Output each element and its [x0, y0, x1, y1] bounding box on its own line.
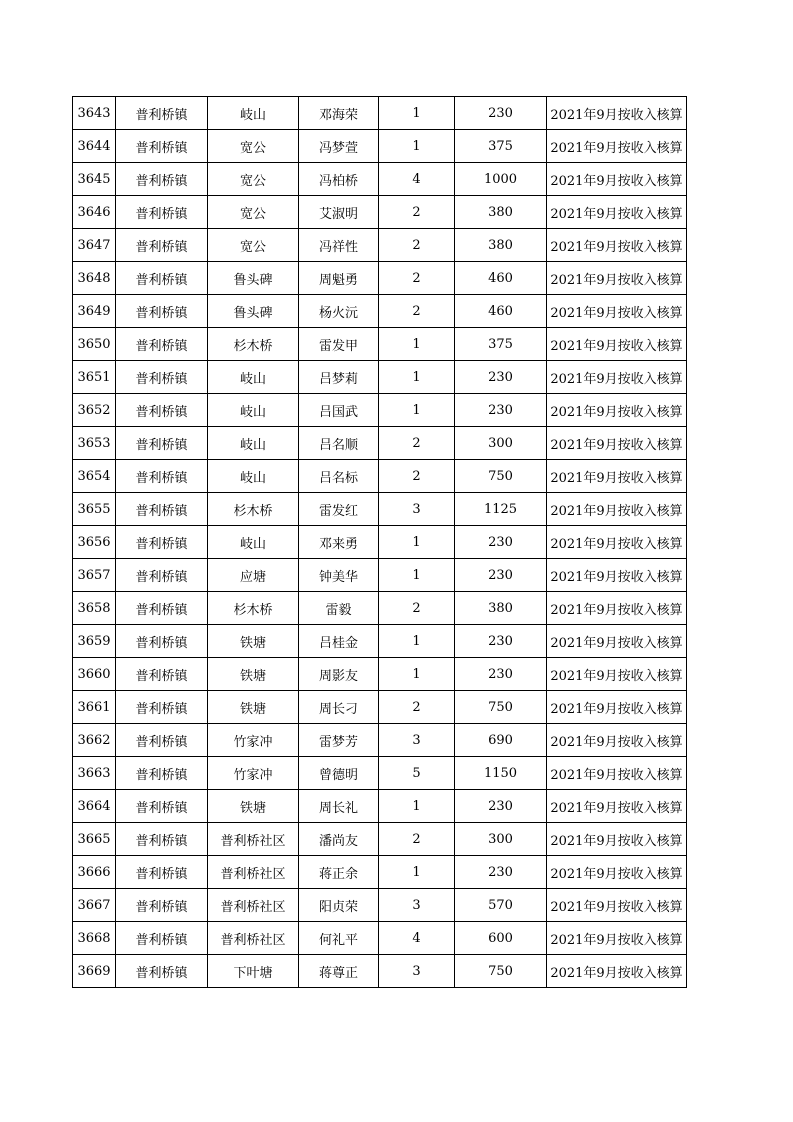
- amount-cell: 1000: [455, 163, 547, 196]
- amount-cell: 750: [455, 460, 547, 493]
- village-cell: 岐山: [208, 394, 299, 427]
- name-cell: 吕桂金: [299, 625, 379, 658]
- village-cell: 杉木桥: [208, 328, 299, 361]
- table-row: [73, 889, 687, 922]
- row-id-cell: 3660: [73, 658, 116, 691]
- table-row: [73, 757, 687, 790]
- amount-cell: 300: [455, 823, 547, 856]
- household-count-cell: 3: [379, 493, 455, 526]
- amount-cell: 600: [455, 922, 547, 955]
- row-id-cell: 3663: [73, 757, 116, 790]
- name-cell: 吕名顺: [299, 427, 379, 460]
- note-cell: 2021年9月按收入核算: [547, 559, 687, 592]
- village-cell: 普利桥社区: [208, 823, 299, 856]
- town-cell: 普利桥镇: [116, 658, 208, 691]
- village-cell: 岐山: [208, 361, 299, 394]
- amount-cell: 230: [455, 559, 547, 592]
- village-cell: 竹家冲: [208, 724, 299, 757]
- note-cell: 2021年9月按收入核算: [547, 163, 687, 196]
- row-id-cell: 3668: [73, 922, 116, 955]
- note-cell: 2021年9月按收入核算: [547, 361, 687, 394]
- village-cell: 岐山: [208, 526, 299, 559]
- amount-cell: 230: [455, 526, 547, 559]
- town-cell: 普利桥镇: [116, 889, 208, 922]
- note-cell: 2021年9月按收入核算: [547, 262, 687, 295]
- note-cell: 2021年9月按收入核算: [547, 691, 687, 724]
- name-cell: 钟美华: [299, 559, 379, 592]
- amount-cell: 690: [455, 724, 547, 757]
- table-row: [73, 823, 687, 856]
- amount-cell: 230: [455, 658, 547, 691]
- household-count-cell: 4: [379, 163, 455, 196]
- table-row: [73, 460, 687, 493]
- row-id-cell: 3643: [73, 97, 116, 130]
- note-cell: 2021年9月按收入核算: [547, 196, 687, 229]
- village-cell: 应塘: [208, 559, 299, 592]
- note-cell: 2021年9月按收入核算: [547, 724, 687, 757]
- row-id-cell: 3661: [73, 691, 116, 724]
- town-cell: 普利桥镇: [116, 526, 208, 559]
- note-cell: 2021年9月按收入核算: [547, 460, 687, 493]
- note-cell: 2021年9月按收入核算: [547, 130, 687, 163]
- household-count-cell: 2: [379, 427, 455, 460]
- name-cell: 蒋尊正: [299, 955, 379, 988]
- note-cell: 2021年9月按收入核算: [547, 658, 687, 691]
- village-cell: 宽公: [208, 196, 299, 229]
- town-cell: 普利桥镇: [116, 130, 208, 163]
- village-cell: 宽公: [208, 163, 299, 196]
- row-id-cell: 3645: [73, 163, 116, 196]
- name-cell: 雷毅: [299, 592, 379, 625]
- name-cell: 阳贞荣: [299, 889, 379, 922]
- name-cell: 邓来勇: [299, 526, 379, 559]
- amount-cell: 460: [455, 295, 547, 328]
- town-cell: 普利桥镇: [116, 196, 208, 229]
- town-cell: 普利桥镇: [116, 823, 208, 856]
- amount-cell: 230: [455, 625, 547, 658]
- name-cell: 曾德明: [299, 757, 379, 790]
- row-id-cell: 3654: [73, 460, 116, 493]
- row-id-cell: 3666: [73, 856, 116, 889]
- town-cell: 普利桥镇: [116, 328, 208, 361]
- household-count-cell: 1: [379, 394, 455, 427]
- name-cell: 周长礼: [299, 790, 379, 823]
- table-row: [73, 691, 687, 724]
- village-cell: 宽公: [208, 130, 299, 163]
- note-cell: 2021年9月按收入核算: [547, 295, 687, 328]
- amount-cell: 230: [455, 394, 547, 427]
- name-cell: 吕名标: [299, 460, 379, 493]
- town-cell: 普利桥镇: [116, 460, 208, 493]
- village-cell: 鲁头碑: [208, 295, 299, 328]
- household-count-cell: 2: [379, 295, 455, 328]
- table-row: [73, 526, 687, 559]
- name-cell: 何礼平: [299, 922, 379, 955]
- table-row: [73, 196, 687, 229]
- table-row: [73, 493, 687, 526]
- row-id-cell: 3667: [73, 889, 116, 922]
- village-cell: 下叶塘: [208, 955, 299, 988]
- note-cell: 2021年9月按收入核算: [547, 757, 687, 790]
- table-row: [73, 394, 687, 427]
- row-id-cell: 3650: [73, 328, 116, 361]
- row-id-cell: 3664: [73, 790, 116, 823]
- household-count-cell: 4: [379, 922, 455, 955]
- name-cell: 邓海荣: [299, 97, 379, 130]
- name-cell: 周影友: [299, 658, 379, 691]
- table-row: [73, 130, 687, 163]
- amount-cell: 230: [455, 856, 547, 889]
- name-cell: 冯祥性: [299, 229, 379, 262]
- household-count-cell: 3: [379, 889, 455, 922]
- town-cell: 普利桥镇: [116, 724, 208, 757]
- row-id-cell: 3652: [73, 394, 116, 427]
- amount-cell: 1125: [455, 493, 547, 526]
- table-row: [73, 295, 687, 328]
- note-cell: 2021年9月按收入核算: [547, 889, 687, 922]
- household-count-cell: 1: [379, 559, 455, 592]
- amount-cell: 375: [455, 130, 547, 163]
- amount-cell: 375: [455, 328, 547, 361]
- row-id-cell: 3648: [73, 262, 116, 295]
- village-cell: 铁塘: [208, 625, 299, 658]
- town-cell: 普利桥镇: [116, 394, 208, 427]
- household-count-cell: 1: [379, 328, 455, 361]
- table-row: [73, 328, 687, 361]
- village-cell: 铁塘: [208, 691, 299, 724]
- table-row: [73, 229, 687, 262]
- name-cell: 吕国武: [299, 394, 379, 427]
- amount-cell: 380: [455, 592, 547, 625]
- amount-cell: 230: [455, 361, 547, 394]
- row-id-cell: 3647: [73, 229, 116, 262]
- household-count-cell: 1: [379, 130, 455, 163]
- town-cell: 普利桥镇: [116, 427, 208, 460]
- table-row: [73, 262, 687, 295]
- name-cell: 冯柏桥: [299, 163, 379, 196]
- name-cell: 雷发红: [299, 493, 379, 526]
- household-count-cell: 1: [379, 658, 455, 691]
- name-cell: 蒋正余: [299, 856, 379, 889]
- town-cell: 普利桥镇: [116, 955, 208, 988]
- town-cell: 普利桥镇: [116, 229, 208, 262]
- table-row: [73, 724, 687, 757]
- town-cell: 普利桥镇: [116, 625, 208, 658]
- table-row: [73, 658, 687, 691]
- household-count-cell: 2: [379, 262, 455, 295]
- village-cell: 宽公: [208, 229, 299, 262]
- note-cell: 2021年9月按收入核算: [547, 922, 687, 955]
- note-cell: 2021年9月按收入核算: [547, 592, 687, 625]
- note-cell: 2021年9月按收入核算: [547, 625, 687, 658]
- town-cell: 普利桥镇: [116, 757, 208, 790]
- town-cell: 普利桥镇: [116, 691, 208, 724]
- town-cell: 普利桥镇: [116, 493, 208, 526]
- note-cell: 2021年9月按收入核算: [547, 493, 687, 526]
- village-cell: 铁塘: [208, 658, 299, 691]
- note-cell: 2021年9月按收入核算: [547, 394, 687, 427]
- table-row: [73, 922, 687, 955]
- household-count-cell: 2: [379, 823, 455, 856]
- village-cell: 岐山: [208, 427, 299, 460]
- amount-cell: 230: [455, 790, 547, 823]
- row-id-cell: 3646: [73, 196, 116, 229]
- table-row: [73, 955, 687, 988]
- row-id-cell: 3665: [73, 823, 116, 856]
- note-cell: 2021年9月按收入核算: [547, 97, 687, 130]
- household-count-cell: 2: [379, 691, 455, 724]
- village-cell: 岐山: [208, 97, 299, 130]
- table-row: [73, 790, 687, 823]
- row-id-cell: 3644: [73, 130, 116, 163]
- row-id-cell: 3662: [73, 724, 116, 757]
- name-cell: 艾淑明: [299, 196, 379, 229]
- village-cell: 普利桥社区: [208, 889, 299, 922]
- table-row: [73, 163, 687, 196]
- row-id-cell: 3656: [73, 526, 116, 559]
- table-row: [73, 559, 687, 592]
- town-cell: 普利桥镇: [116, 97, 208, 130]
- table-row: [73, 592, 687, 625]
- household-count-cell: 1: [379, 526, 455, 559]
- row-id-cell: 3658: [73, 592, 116, 625]
- note-cell: 2021年9月按收入核算: [547, 790, 687, 823]
- table-body: [73, 97, 687, 988]
- household-count-cell: 3: [379, 724, 455, 757]
- note-cell: 2021年9月按收入核算: [547, 328, 687, 361]
- town-cell: 普利桥镇: [116, 163, 208, 196]
- note-cell: 2021年9月按收入核算: [547, 526, 687, 559]
- note-cell: 2021年9月按收入核算: [547, 427, 687, 460]
- household-count-cell: 2: [379, 460, 455, 493]
- town-cell: 普利桥镇: [116, 790, 208, 823]
- household-count-cell: 2: [379, 592, 455, 625]
- row-id-cell: 3669: [73, 955, 116, 988]
- household-count-cell: 1: [379, 97, 455, 130]
- table-row: [73, 427, 687, 460]
- village-cell: 鲁头碑: [208, 262, 299, 295]
- town-cell: 普利桥镇: [116, 592, 208, 625]
- name-cell: 冯梦萱: [299, 130, 379, 163]
- village-cell: 普利桥社区: [208, 922, 299, 955]
- village-cell: 竹家冲: [208, 757, 299, 790]
- name-cell: 杨火沅: [299, 295, 379, 328]
- name-cell: 潘尚友: [299, 823, 379, 856]
- table-row: [73, 856, 687, 889]
- amount-cell: 750: [455, 955, 547, 988]
- name-cell: 吕梦莉: [299, 361, 379, 394]
- household-count-cell: 1: [379, 790, 455, 823]
- town-cell: 普利桥镇: [116, 361, 208, 394]
- town-cell: 普利桥镇: [116, 262, 208, 295]
- amount-cell: 1150: [455, 757, 547, 790]
- table-row: [73, 625, 687, 658]
- village-cell: 岐山: [208, 460, 299, 493]
- row-id-cell: 3659: [73, 625, 116, 658]
- row-id-cell: 3657: [73, 559, 116, 592]
- household-count-cell: 1: [379, 361, 455, 394]
- amount-cell: 230: [455, 97, 547, 130]
- village-cell: 普利桥社区: [208, 856, 299, 889]
- row-id-cell: 3649: [73, 295, 116, 328]
- note-cell: 2021年9月按收入核算: [547, 856, 687, 889]
- amount-cell: 570: [455, 889, 547, 922]
- amount-cell: 380: [455, 196, 547, 229]
- amount-cell: 750: [455, 691, 547, 724]
- household-count-cell: 3: [379, 955, 455, 988]
- household-count-cell: 2: [379, 196, 455, 229]
- amount-cell: 300: [455, 427, 547, 460]
- amount-cell: 380: [455, 229, 547, 262]
- village-cell: 杉木桥: [208, 592, 299, 625]
- table-row: [73, 97, 687, 130]
- name-cell: 雷梦芳: [299, 724, 379, 757]
- village-cell: 杉木桥: [208, 493, 299, 526]
- amount-cell: 460: [455, 262, 547, 295]
- village-cell: 铁塘: [208, 790, 299, 823]
- row-id-cell: 3653: [73, 427, 116, 460]
- note-cell: 2021年9月按收入核算: [547, 823, 687, 856]
- household-count-cell: 5: [379, 757, 455, 790]
- town-cell: 普利桥镇: [116, 856, 208, 889]
- records-table: [72, 96, 687, 988]
- note-cell: 2021年9月按收入核算: [547, 955, 687, 988]
- household-count-cell: 1: [379, 856, 455, 889]
- table-row: [73, 361, 687, 394]
- town-cell: 普利桥镇: [116, 922, 208, 955]
- town-cell: 普利桥镇: [116, 559, 208, 592]
- row-id-cell: 3651: [73, 361, 116, 394]
- note-cell: 2021年9月按收入核算: [547, 229, 687, 262]
- name-cell: 周长刁: [299, 691, 379, 724]
- row-id-cell: 3655: [73, 493, 116, 526]
- name-cell: 雷发甲: [299, 328, 379, 361]
- town-cell: 普利桥镇: [116, 295, 208, 328]
- household-count-cell: 2: [379, 229, 455, 262]
- name-cell: 周魁勇: [299, 262, 379, 295]
- household-count-cell: 1: [379, 625, 455, 658]
